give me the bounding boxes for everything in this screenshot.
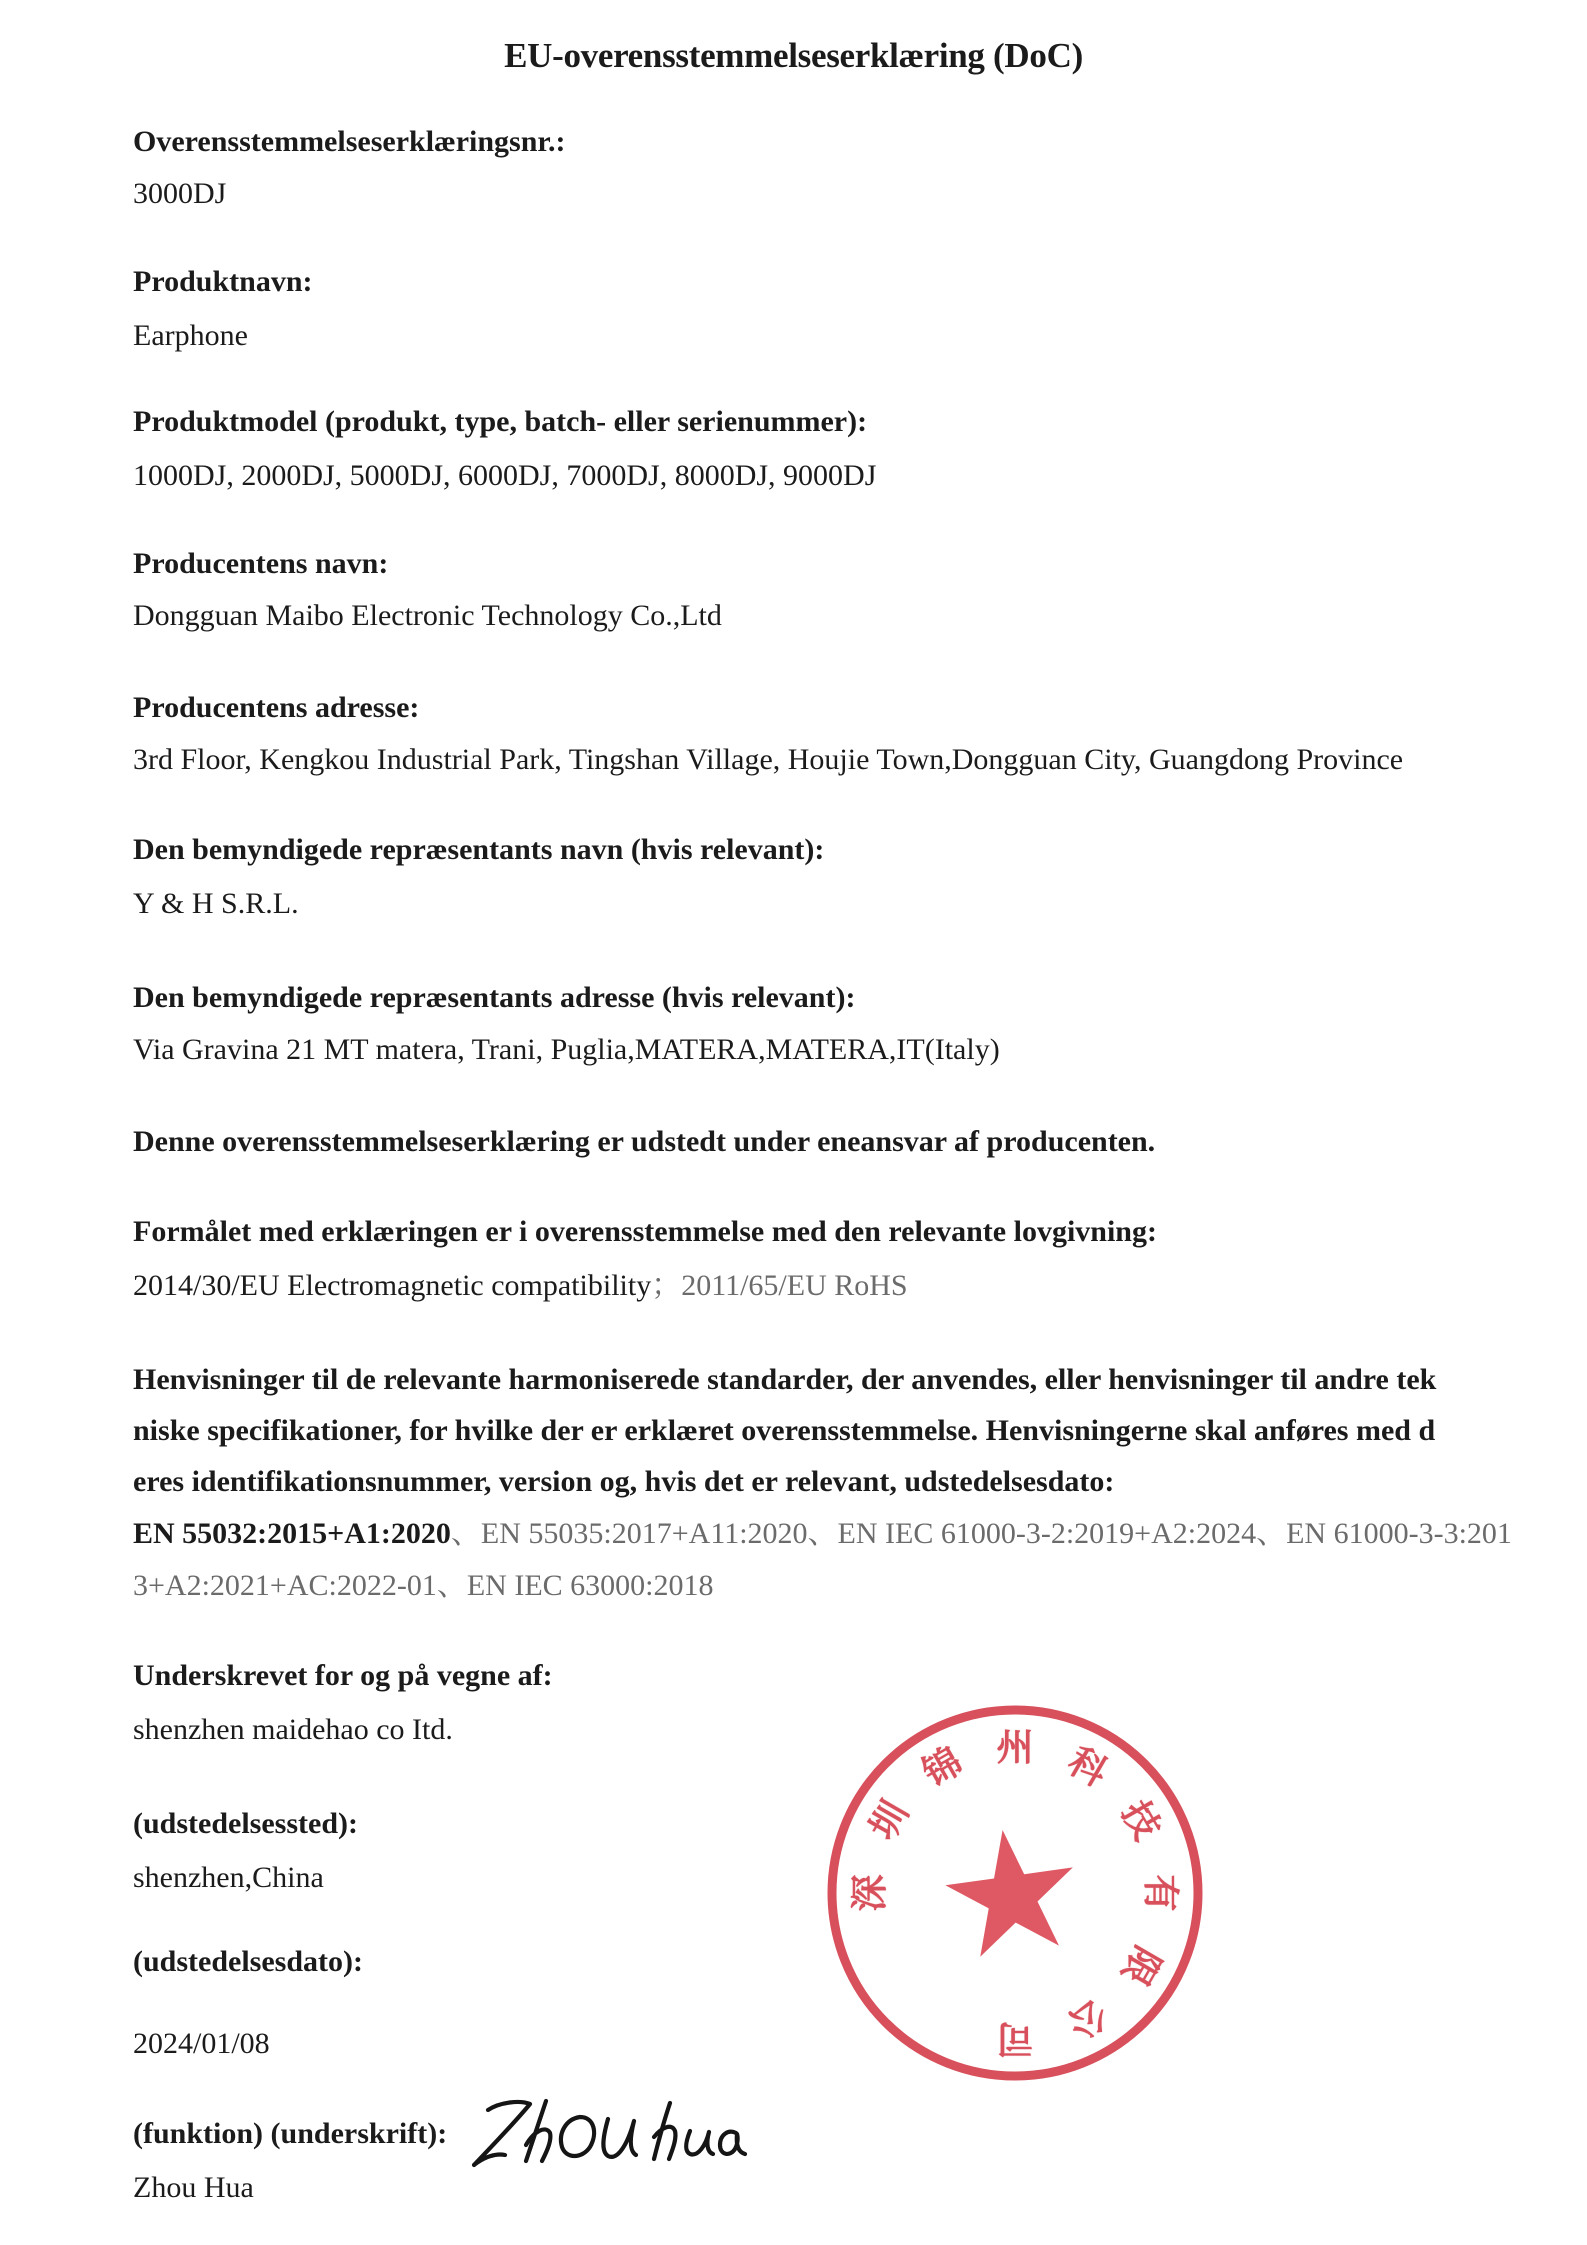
stamp-ring: [832, 1710, 1198, 2076]
product-model-value: 1000DJ, 2000DJ, 5000DJ, 6000DJ, 7000DJ, 8000DJ, 9000DJ: [133, 459, 877, 492]
sole-responsibility-statement: Denne overensstemmelseserklæring er udstedt under eneansvar af producenten.: [133, 1125, 1156, 1158]
issue-place-value: shenzhen,China: [133, 1861, 324, 1894]
stamp-character: 限: [1113, 1938, 1168, 1992]
manufacturer-name-value: Dongguan Maibo Electronic Technology Co.,Ltd: [133, 599, 722, 632]
stamp-character: 公: [1060, 1991, 1114, 2046]
standards-list-line-2: 3+A2:2021+AC:2022-01、EN IEC 63000:2018: [133, 1569, 714, 1602]
representative-address-label: Den bemyndigede repræsentants adresse (hvis relevant):: [133, 981, 856, 1014]
product-model-label: Produktmodel (produkt, type, batch- eller serienummer):: [133, 405, 868, 438]
signed-on-behalf-label: Underskrevet for og på vegne af:: [133, 1659, 553, 1692]
standards-heading-line-3: eres identifikationsnummer, version og, hvis det er relevant, udstedelsesdato:: [133, 1465, 1115, 1498]
legislation-rohs-directive: 2011/65/EU RoHS: [681, 1269, 908, 1302]
standards-heading-line-1: Henvisninger til de relevante harmoniserede standarder, der anvendes, eller henvisninger til andre tek: [133, 1363, 1437, 1396]
stamp-character: 有: [1139, 1874, 1180, 1912]
standards-heading-line-2: niske specifikationer, for hvilke der er erklæret overensstemmelse. Henvisningerne skal anføres med d: [133, 1414, 1436, 1447]
function-signature-label: (funktion) (underskrift):: [133, 2117, 448, 2150]
product-name-value: Earphone: [133, 319, 248, 352]
signature-handwriting: [462, 2094, 754, 2172]
issue-place-label: (udstedelsessted):: [133, 1807, 358, 1840]
manufacturer-address-value: 3rd Floor, Kengkou Industrial Park, Tingshan Village, Houjie Town,Dongguan City, Guangdong Province: [133, 743, 1404, 776]
company-stamp: [822, 1700, 1208, 2086]
representative-address-value: Via Gravina 21 MT matera, Trani, Puglia,MATERA,MATERA,IT(Italy): [133, 1033, 1000, 1066]
stamp-character: 技: [1113, 1794, 1168, 1848]
standards-others-line-1: 、EN 55035:2017+A11:2020、EN IEC 61000-3-2:2019+A2:2024、EN 61000-3-3:201: [450, 1517, 1512, 1550]
legislation-label: Formålet med erklæringen er i overensstemmelse med den relevante lovgivning:: [133, 1215, 1157, 1248]
representative-name-label: Den bemyndigede repræsentants navn (hvis relevant):: [133, 833, 825, 866]
stamp-character: 州: [996, 1728, 1034, 1769]
issue-date-label: (udstedelsesdato):: [133, 1945, 363, 1978]
product-name-label: Produktnavn:: [133, 265, 313, 298]
manufacturer-address-label: Producentens adresse:: [133, 691, 420, 724]
declaration-number-label: Overensstemmelseserklæringsnr.:: [133, 125, 566, 158]
representative-name-value: Y & H S.R.L.: [133, 887, 299, 920]
issue-date-value: 2024/01/08: [133, 2027, 270, 2060]
manufacturer-name-label: Producentens navn:: [133, 547, 389, 580]
stamp-character: 锦: [916, 1740, 970, 1795]
stamp-character: 科: [1060, 1740, 1114, 1795]
doc-title: EU-overensstemmelseserklæring (DoC): [504, 36, 1083, 75]
legislation-value: [133, 1268, 908, 1304]
legislation-emc-directive: 2014/30/EU Electromagnetic compatibility: [133, 1269, 652, 1302]
stamp-character: 圳: [862, 1794, 917, 1848]
stamp-character: 深: [850, 1874, 891, 1912]
stamp-character: 司: [996, 2017, 1034, 2058]
legislation-separator: ；: [651, 1269, 682, 1302]
signed-on-behalf-value: shenzhen maidehao co Itd.: [133, 1713, 453, 1746]
declaration-number-value: 3000DJ: [133, 177, 227, 210]
signer-name: Zhou Hua: [133, 2171, 254, 2204]
stamp-star-icon: [939, 1821, 1084, 1960]
standards-list-line-1: [133, 1516, 1512, 1552]
standard-en55032: EN 55032:2015+A1:2020: [133, 1517, 451, 1550]
